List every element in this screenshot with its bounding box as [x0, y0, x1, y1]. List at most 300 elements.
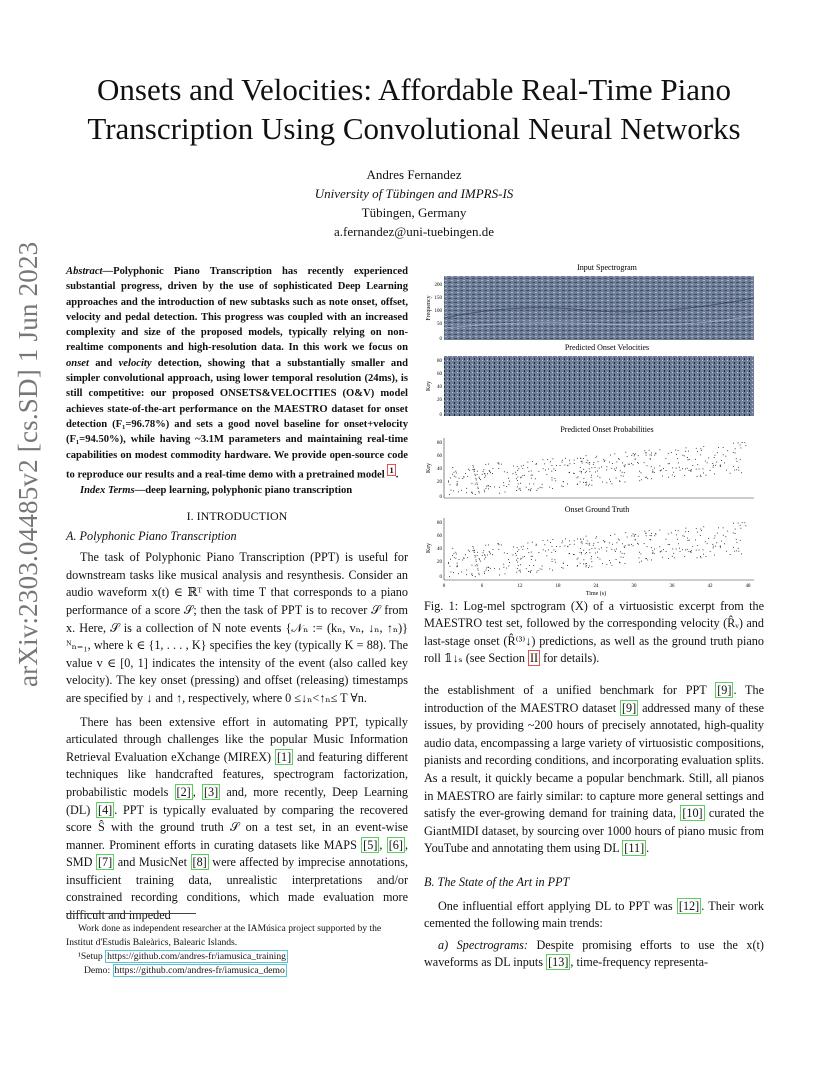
- setup-link[interactable]: https://github.com/andres-fr/iamusica_training: [107, 951, 286, 962]
- note-dot: [507, 472, 508, 473]
- footnote-setup: [66, 950, 408, 964]
- note-dot: [581, 542, 582, 543]
- note-dot: [627, 537, 628, 538]
- citation-1[interactable]: [1]: [276, 749, 292, 764]
- note-dot: [476, 559, 477, 560]
- note-dot: [531, 556, 532, 557]
- note-dot: [614, 550, 615, 551]
- tick-label: 80: [437, 521, 442, 526]
- note-dot: [634, 536, 635, 537]
- note-dot: [516, 474, 517, 475]
- note-dot: [474, 550, 475, 551]
- note-dot: [742, 522, 743, 523]
- note-dot: [600, 477, 601, 478]
- note-dot: [615, 470, 616, 471]
- x-axis-label: Time (s): [585, 591, 607, 597]
- note-dot: [586, 566, 587, 567]
- note-dot: [723, 527, 724, 528]
- note-dot: [477, 555, 478, 556]
- note-dot: [682, 468, 683, 469]
- note-dot: [466, 492, 467, 493]
- note-dot: [529, 483, 530, 484]
- note-dot: [635, 534, 636, 535]
- note-dot: [666, 458, 667, 459]
- tick-label: 20: [437, 398, 442, 403]
- note-dot: [513, 466, 514, 467]
- note-dot: [484, 473, 485, 474]
- abstract-text-a: —Polyphonic Piano Transcription has recently experienced substantial progress, driven by the use of sophisticated Deep Learning approaches and the introduction of new subtasks such as note onset, offset, velocity and pedal detection. This progress was coupled with an increased complexity and size of the proposed models, typically relying on non-realtime components and high-resolution data. In this work we focus on: [66, 266, 408, 354]
- note-dot: [457, 565, 458, 566]
- note-dot: [666, 551, 667, 552]
- note-dot: [569, 553, 570, 554]
- note-dot: [483, 550, 484, 551]
- note-dot: [641, 561, 642, 562]
- note-dot: [455, 552, 456, 553]
- citation-13[interactable]: [13]: [548, 955, 569, 970]
- note-dot: [628, 545, 629, 546]
- note-dot: [498, 468, 499, 469]
- note-dot: [545, 551, 546, 552]
- author-name: Andres Fernandez: [366, 167, 462, 182]
- note-dot: [638, 463, 639, 464]
- note-dot: [620, 481, 621, 482]
- note-dot: [625, 545, 626, 546]
- note-dot: [589, 484, 590, 485]
- note-dot: [574, 460, 575, 461]
- note-dot: [448, 482, 449, 483]
- note-dot: [459, 478, 460, 479]
- note-dot: [466, 570, 467, 571]
- note-dot: [714, 473, 715, 474]
- note-dot: [691, 471, 692, 472]
- note-dot: [703, 446, 704, 447]
- note-dot: [452, 467, 453, 468]
- note-dot: [635, 539, 636, 540]
- note-dot: [713, 548, 714, 549]
- note-dot: [713, 546, 714, 547]
- note-dot: [555, 480, 556, 481]
- note-dot: [542, 484, 543, 485]
- x-tick-label: 42: [707, 584, 713, 589]
- note-dot: [498, 463, 499, 464]
- note-dot: [513, 555, 514, 556]
- note-dot: [601, 467, 602, 468]
- note-dot: [716, 542, 717, 543]
- footnote-rule: [66, 913, 196, 914]
- note-dot: [697, 464, 698, 465]
- note-dot: [637, 543, 638, 544]
- note-dot: [736, 469, 737, 470]
- note-dot: [595, 457, 596, 458]
- note-dot: [456, 566, 457, 567]
- note-dot: [472, 565, 473, 566]
- abstract-velocity: velocity: [118, 357, 152, 369]
- note-dot: [738, 443, 739, 444]
- subsection-heading-a: A. Polyphonic Piano Transcription: [66, 528, 237, 543]
- note-dot: [736, 458, 737, 459]
- note-dot: [619, 540, 620, 541]
- note-dot: [682, 455, 683, 456]
- note-dot: [593, 464, 594, 465]
- note-dot: [721, 541, 722, 542]
- r1-text: . The introduction of the MAESTRO dataset: [424, 683, 765, 715]
- note-dot: [646, 452, 647, 453]
- note-dot: [738, 551, 739, 552]
- section-heading-introduction: I. INTRODUCTION: [186, 509, 288, 523]
- note-dot: [486, 570, 487, 571]
- citation-9b[interactable]: [9]: [622, 700, 637, 715]
- note-dot: [544, 544, 545, 545]
- note-dot: [536, 464, 537, 465]
- note-dot: [707, 462, 708, 463]
- note-dot: [692, 546, 693, 547]
- note-dot: [577, 477, 578, 478]
- note-dot: [692, 465, 693, 466]
- note-dot: [484, 573, 485, 574]
- citation-12[interactable]: [12]: [678, 898, 700, 913]
- citation-7[interactable]: [7]: [97, 855, 113, 870]
- note-dot: [581, 472, 582, 473]
- note-dot: [569, 460, 570, 461]
- note-dot: [459, 559, 460, 560]
- note-dot: [560, 465, 561, 466]
- note-dot: [600, 559, 601, 560]
- note-dot: [454, 472, 455, 473]
- note-dot: [597, 557, 598, 558]
- note-dot: [465, 473, 466, 474]
- note-dot: [450, 484, 451, 485]
- author-email[interactable]: a.fernandez@uni-tuebingen.de: [334, 224, 494, 239]
- note-dot: [696, 469, 697, 470]
- p2-text: ,: [379, 837, 387, 852]
- note-dot: [501, 464, 502, 465]
- note-dot: [730, 473, 731, 474]
- note-dot: [700, 529, 701, 530]
- note-dot: [644, 462, 645, 463]
- note-dot: [466, 574, 467, 575]
- note-dot: [588, 567, 589, 568]
- note-dot: [455, 477, 456, 478]
- note-dot: [484, 559, 485, 560]
- note-dot: [531, 552, 532, 553]
- note-dot: [520, 477, 521, 478]
- note-dot: [448, 481, 449, 482]
- note-dot: [508, 484, 509, 485]
- note-dot: [554, 478, 555, 479]
- note-dot: [477, 568, 478, 569]
- citation-4[interactable]: [4]: [98, 802, 113, 817]
- note-dot: [479, 574, 480, 575]
- note-dot: [652, 472, 653, 473]
- note-dot: [598, 542, 599, 543]
- note-dot: [701, 530, 702, 531]
- note-dot: [745, 525, 746, 526]
- note-dot: [520, 490, 521, 491]
- note-dot: [448, 562, 449, 563]
- note-dot: [532, 461, 533, 462]
- abstract-onset: onset: [66, 357, 89, 369]
- note-dot: [663, 468, 664, 469]
- note-dot: [521, 466, 522, 467]
- note-dot: [473, 546, 474, 547]
- note-dot: [610, 455, 611, 456]
- note-dot: [533, 484, 534, 485]
- note-dot: [703, 549, 704, 550]
- note-dot: [700, 448, 701, 449]
- note-dot: [616, 462, 617, 463]
- note-dot: [454, 557, 455, 558]
- note-dot: [503, 485, 504, 486]
- note-dot: [483, 552, 484, 553]
- ground-truth-dots: [448, 522, 746, 577]
- citation-10[interactable]: [10]: [682, 806, 703, 821]
- note-dot: [556, 546, 557, 547]
- note-dot: [454, 476, 455, 477]
- note-dot: [639, 480, 640, 481]
- note-dot: [580, 481, 581, 482]
- note-dot: [583, 559, 584, 560]
- note-dot: [519, 489, 520, 490]
- note-dot: [569, 472, 570, 473]
- tick-label: 100: [434, 309, 442, 314]
- panel2-title: Predicted Onset Velocities: [564, 343, 650, 352]
- note-dot: [601, 547, 602, 548]
- note-dot: [696, 448, 697, 449]
- note-dot: [713, 467, 714, 468]
- note-dot: [733, 452, 734, 453]
- note-dot: [462, 478, 463, 479]
- note-dot: [450, 566, 451, 567]
- note-dot: [647, 465, 648, 466]
- note-dot: [517, 480, 518, 481]
- note-dot: [492, 473, 493, 474]
- note-dot: [582, 543, 583, 544]
- note-dot: [738, 467, 739, 468]
- note-dot: [589, 462, 590, 463]
- note-dot: [684, 455, 685, 456]
- note-dot: [554, 559, 555, 560]
- note-dot: [595, 538, 596, 539]
- note-dot: [482, 555, 483, 556]
- note-dot: [633, 464, 634, 465]
- note-dot: [513, 473, 514, 474]
- tick-label: 40: [437, 385, 442, 390]
- note-dot: [469, 470, 470, 471]
- note-dot: [674, 476, 675, 477]
- section-ref[interactable]: II: [529, 651, 539, 666]
- note-dot: [725, 536, 726, 537]
- note-dot: [706, 556, 707, 557]
- note-dot: [531, 488, 532, 489]
- note-dot: [580, 563, 581, 564]
- note-dot: [499, 493, 500, 494]
- note-dot: [635, 454, 636, 455]
- note-dot: [561, 567, 562, 568]
- footnotes: [66, 922, 408, 978]
- note-dot: [597, 476, 598, 477]
- note-dot: [706, 475, 707, 476]
- note-dot: [701, 557, 702, 558]
- note-dot: [596, 456, 597, 457]
- note-dot: [717, 533, 718, 534]
- note-dot: [480, 561, 481, 562]
- citation-2[interactable]: [2]: [176, 784, 191, 799]
- r3-text: , time-frequency representa-: [570, 955, 709, 970]
- note-dot: [651, 466, 652, 467]
- x-ticks: [443, 584, 751, 589]
- note-dot: [695, 540, 696, 541]
- demo-link[interactable]: https://github.com/andres-fr/iamusica_demo: [114, 965, 285, 976]
- note-dot: [488, 485, 489, 486]
- note-dot: [504, 552, 505, 553]
- note-dot: [524, 475, 525, 476]
- note-dot: [552, 570, 553, 571]
- note-dot: [468, 550, 469, 551]
- note-dot: [705, 461, 706, 462]
- note-dot: [659, 465, 660, 466]
- note-dot: [562, 541, 563, 542]
- citation-3[interactable]: [3]: [203, 784, 219, 799]
- tick-label: 60: [437, 454, 442, 459]
- note-dot: [721, 460, 722, 461]
- note-dot: [649, 530, 650, 531]
- note-dot: [697, 545, 698, 546]
- note-dot: [637, 462, 638, 463]
- note-dot: [586, 484, 587, 485]
- note-dot: [580, 552, 581, 553]
- note-dot: [639, 562, 640, 563]
- note-dot: [476, 564, 477, 565]
- note-dot: [520, 483, 521, 484]
- right-paragraph-3: [424, 937, 764, 972]
- note-dot: [586, 563, 587, 564]
- note-dot: [478, 573, 479, 574]
- note-dot: [703, 526, 704, 527]
- citation-6[interactable]: [6]: [388, 837, 403, 852]
- onset-probability-dots: [448, 442, 746, 495]
- note-dot: [567, 484, 568, 485]
- note-dot: [649, 450, 650, 451]
- note-dot: [516, 490, 517, 491]
- citation-11[interactable]: [11]: [624, 841, 645, 856]
- note-dot: [691, 550, 692, 551]
- abstract-text-b: detection, showing that a substantially smaller and simpler convolutional approach, using lower temporal resolution (24ms), is still competitive: our proposed ONSETS&VELOCITIES (O&V) model achieves state-of-the-art performance on the MAESTRO dataset for onset detection (F₁=96.78%) and sets a good novel baseline for onset+velocity (F₁=94.50%), while having ~3.1M parameters and maintaining real-time capabilities on modest commodity hardware. We provide open-source code to reproduce our results and a real-time demo with a pretrained model: [66, 357, 408, 481]
- note-dot: [461, 572, 462, 573]
- note-dot: [724, 543, 725, 544]
- note-dot: [552, 465, 553, 466]
- note-dot: [522, 557, 523, 558]
- note-dot: [655, 453, 656, 454]
- r1-text: .: [646, 841, 650, 856]
- note-dot: [471, 574, 472, 575]
- note-dot: [487, 473, 488, 474]
- note-dot: [659, 449, 660, 450]
- r2-text: . Their work cemented the following main trends:: [424, 898, 764, 931]
- note-dot: [536, 490, 537, 491]
- note-dot: [469, 551, 470, 552]
- note-dot: [740, 540, 741, 541]
- note-dot: [733, 533, 734, 534]
- note-dot: [689, 540, 690, 541]
- note-dot: [494, 568, 495, 569]
- note-dot: [569, 541, 570, 542]
- note-dot: [591, 475, 592, 476]
- note-dot: [583, 482, 584, 483]
- note-dot: [474, 469, 475, 470]
- tick-label: 0: [439, 575, 442, 580]
- note-dot: [488, 545, 489, 546]
- note-dot: [555, 551, 556, 552]
- note-dot: [622, 463, 623, 464]
- note-dot: [678, 450, 679, 451]
- note-dot: [614, 453, 615, 454]
- note-dot: [580, 548, 581, 549]
- note-dot: [647, 546, 648, 547]
- note-dot: [518, 468, 519, 469]
- note-dot: [669, 544, 670, 545]
- note-dot: [486, 486, 487, 487]
- note-dot: [715, 535, 716, 536]
- note-dot: [618, 539, 619, 540]
- note-dot: [522, 468, 523, 469]
- note-dot: [720, 546, 721, 547]
- note-dot: [466, 488, 467, 489]
- note-dot: [520, 559, 521, 560]
- note-dot: [621, 475, 622, 476]
- citation-9[interactable]: [9]: [717, 683, 732, 697]
- note-dot: [606, 547, 607, 548]
- note-dot: [647, 560, 648, 561]
- citation-8[interactable]: [8]: [192, 855, 207, 870]
- note-dot: [654, 535, 655, 536]
- note-dot: [595, 472, 596, 473]
- footnote-marker[interactable]: 1: [389, 464, 394, 475]
- note-dot: [652, 553, 653, 554]
- note-dot: [676, 454, 677, 455]
- note-dot: [662, 557, 663, 558]
- note-dot: [530, 489, 531, 490]
- note-dot: [483, 471, 484, 472]
- note-dot: [479, 558, 480, 559]
- citation-5[interactable]: [5]: [363, 837, 378, 852]
- note-dot: [609, 462, 610, 463]
- note-dot: [484, 491, 485, 492]
- note-dot: [583, 478, 584, 479]
- note-dot: [473, 550, 474, 551]
- note-dot: [606, 466, 607, 467]
- note-dot: [596, 536, 597, 537]
- note-dot: [583, 563, 584, 564]
- note-dot: [703, 473, 704, 474]
- note-dot: [479, 559, 480, 560]
- note-dot: [490, 486, 491, 487]
- r3-head: a) Spectrograms:: [438, 937, 528, 952]
- note-dot: [589, 549, 590, 550]
- note-dot: [644, 543, 645, 544]
- note-dot: [740, 459, 741, 460]
- intro-paragraph-1: The task of Polyphonic Piano Transcription (PPT) is useful for downstream tasks like musical analysis and resynthesis. Consider an audio waveform x(t) ∈ ℝᵀ with time T that corresponds to a piano performance of a score 𝒮; then the task of PPT is to recover 𝒮 from x. Here, 𝒮 is a collection of N note events {𝒩ₙ := (kₙ, vₙ, ↓ₙ, ↑ₙ)}ᴺₙ₌₁, where k ∈ {1, . . . , K} specifies the key (typically K = 88). The value v ∈ [0, 1] indicates the intensity of the event (also called key velocity). The key onset (pressing) and offset (releasing) timestamps are specified by ↓ and ↑, respectively, where 0 ≤↓ₙ<↑ₙ≤ T ∀n.: [66, 550, 408, 705]
- note-dot: [538, 471, 539, 472]
- note-dot: [475, 576, 476, 577]
- note-dot: [652, 550, 653, 551]
- note-dot: [623, 476, 624, 477]
- note-dot: [654, 455, 655, 456]
- intro-paragraph-2: [66, 714, 408, 925]
- note-dot: [591, 566, 592, 567]
- arxiv-side-label: arXiv:2303.04485v2 [cs.SD] 1 Jun 2023: [13, 241, 43, 687]
- note-dot: [531, 570, 532, 571]
- note-dot: [450, 478, 451, 479]
